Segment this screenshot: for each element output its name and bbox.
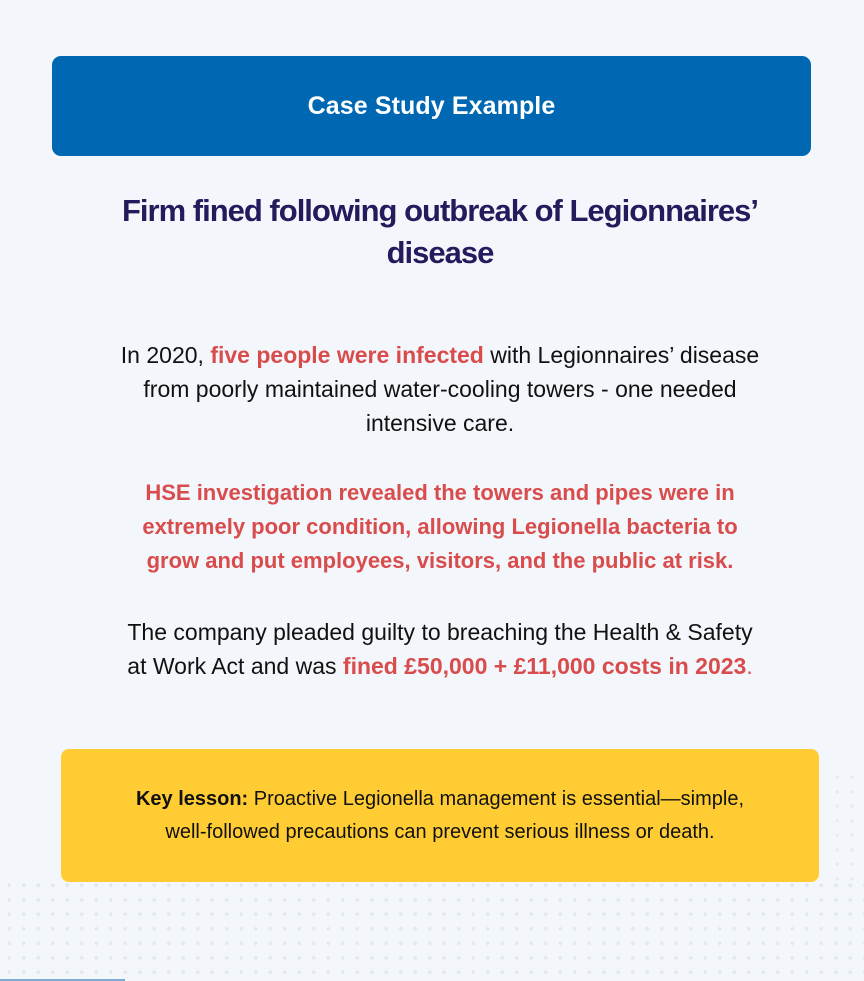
paragraph-line: The company pleaded guilty to breaching the Health & Safety bbox=[127, 619, 753, 645]
headline-line-1: Firm fined following outbreak of Legionnaires’ bbox=[121, 193, 759, 228]
paragraph-line: intensive care. bbox=[365, 410, 515, 436]
paragraph-period: . bbox=[746, 653, 753, 679]
highlight-text: fined £50,000 + £11,000 costs in 2023 bbox=[342, 653, 747, 679]
paragraph-line: grow and put employees, visitors, and the public at risk. bbox=[146, 548, 734, 573]
dot-pattern-right bbox=[830, 770, 864, 880]
paragraph-fine bbox=[40, 615, 840, 683]
header-title: Case Study Example bbox=[307, 91, 556, 120]
paragraph-line bbox=[40, 338, 840, 372]
headline bbox=[60, 190, 820, 274]
paragraph-infection bbox=[40, 338, 840, 440]
headline-line-2: disease bbox=[386, 235, 494, 270]
highlight-text: five people were infected bbox=[210, 342, 484, 368]
key-lesson-line bbox=[80, 783, 800, 816]
paragraph-line: extremely poor condition, allowing Legionella bacteria to bbox=[142, 514, 738, 539]
dot-pattern-bottom bbox=[0, 878, 864, 981]
paragraph-text: In 2020, bbox=[120, 342, 211, 368]
paragraph-line: from poorly maintained water-cooling towers - one needed bbox=[143, 376, 737, 402]
paragraph-investigation bbox=[40, 476, 840, 578]
paragraph-text: at Work Act and was bbox=[127, 653, 343, 679]
key-lesson-body: Proactive Legionella management is essential—simple, bbox=[248, 787, 745, 810]
case-study-header bbox=[52, 56, 811, 156]
paragraph-line bbox=[40, 649, 840, 683]
key-lesson-text bbox=[80, 783, 800, 849]
paragraph-text: with Legionnaires’ disease bbox=[483, 342, 760, 368]
paragraph-line: HSE investigation revealed the towers and pipes were in bbox=[145, 480, 735, 505]
key-lesson-box bbox=[61, 749, 819, 882]
key-lesson-label: Key lesson: bbox=[135, 787, 249, 810]
key-lesson-line: well-followed precautions can prevent serious illness or death. bbox=[165, 820, 715, 843]
